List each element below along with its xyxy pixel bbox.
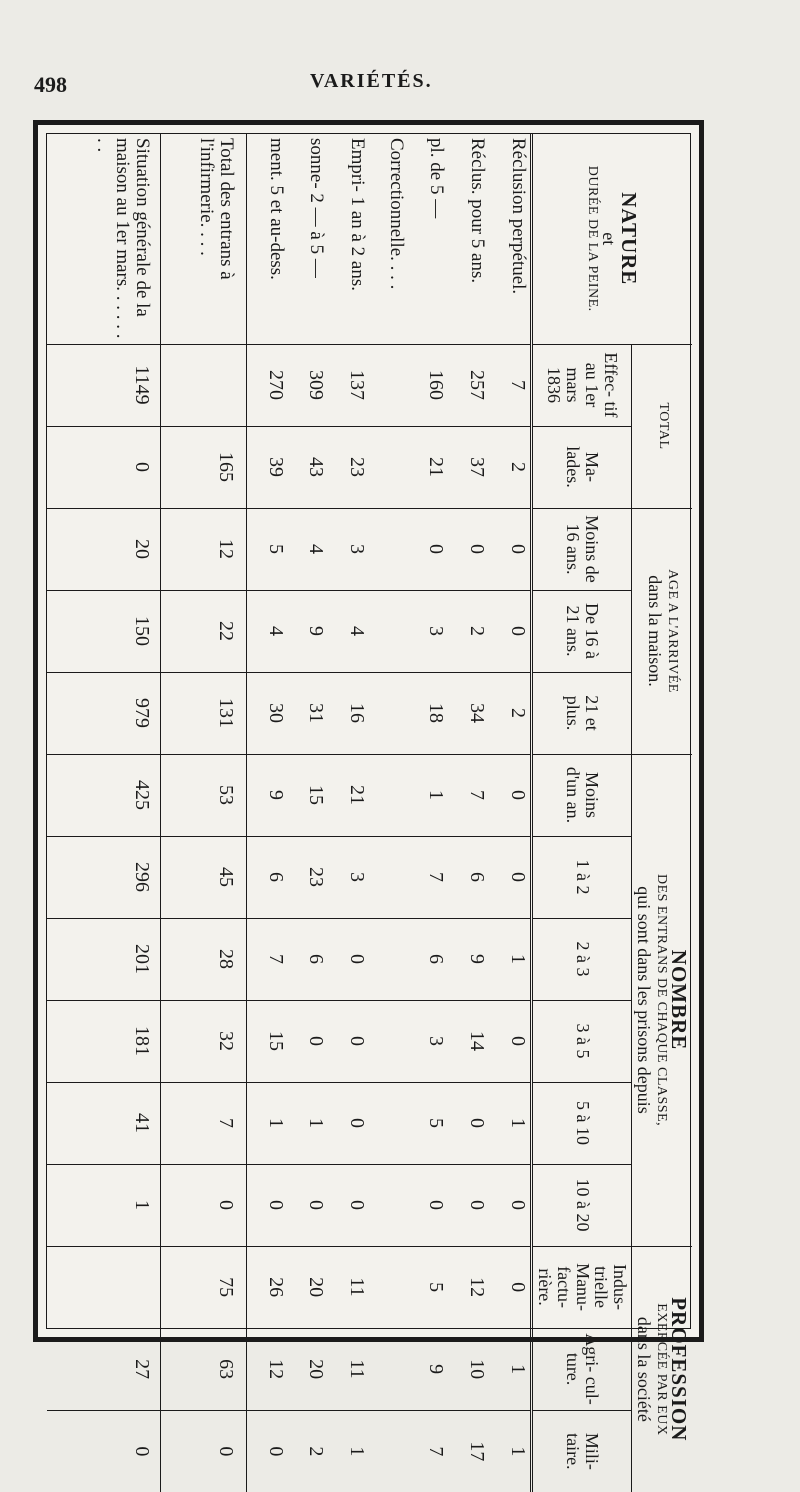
header-age: AGE A L'ARRIVÉE dans la maison.	[632, 508, 692, 754]
row-label: ment. 5 et au-dess.	[247, 134, 288, 344]
row-label: pl. de 5 —	[408, 134, 448, 344]
table-row: Réclusion perpétuel. 7 2 0 0 2 0 0 1 0 1 0 0 1 1	[489, 134, 532, 1492]
header-dur-3-5: 3 à 5	[531, 1000, 631, 1082]
table-row: sonne- 2 — à 5 — 309 43 4 9 31 15 23 6 0 1 0 20 20 2	[288, 134, 328, 1492]
table-inner-border	[46, 133, 691, 1470]
row-label: Correctionnelle. . . .	[369, 134, 408, 344]
header-dur-2-3: 2 à 3	[531, 918, 631, 1000]
header-dur-10-20: 10 à 20	[531, 1164, 631, 1246]
header-nombre: NOMBRE DES ENTRANS DE CHAQUE CLASSE, qui sont dans les prisons depuis	[632, 754, 692, 1246]
header-total: TOTAL	[632, 344, 692, 508]
header-prof-industrielle: Indus- trielle Manu- factu- rière.	[531, 1246, 631, 1328]
table-row: Réclus. pour 5 ans. 257 37 0 2 34 7 6 9 14 0 0 12 10 17	[448, 134, 488, 1492]
row-label: sonne- 2 — à 5 —	[288, 134, 328, 344]
row-label: Réclus. pour 5 ans.	[448, 134, 488, 344]
table-row-situation: Situation générale de la maison au 1er mars. . . . . . . . 1149 0 20 150 979 425 296 201 181 41 1 27 0	[47, 134, 161, 1492]
page-number: 498	[34, 72, 67, 97]
header-nature: NATURE et DURÉE DE LA PEINE.	[531, 134, 692, 344]
header-age-moins16: Moins de 16 ans.	[531, 508, 631, 590]
table-row: pl. de 5 — 160 21 0 3 18 1 7 6 3 5 0 5 9 7	[408, 134, 448, 1492]
row-label: Total des entrans à l'infirmerie. . . .	[161, 134, 247, 344]
header-dur-5-10: 5 à 10	[531, 1082, 631, 1164]
row-label: Empri- 1 an à 2 ans.	[328, 134, 368, 344]
rotated-table-wrapper	[47, 134, 692, 1470]
row-label: Situation générale de la maison au 1er mars. . . . . . . .	[47, 134, 161, 344]
header-prof-agriculture: Agri- cul- ture.	[531, 1328, 631, 1410]
running-title: VARIÉTÉS.	[310, 70, 433, 92]
table-row: ment. 5 et au-dess. 270 39 5 4 30 9 6 7 15 1 0 26 12 0	[247, 134, 288, 1492]
header-age-16-21: De 16 à 21 ans.	[531, 590, 631, 672]
table-frame	[33, 120, 704, 1470]
table-row: Empri- 1 an à 2 ans. 137 23 3 4 16 21 3 0 0 0 0 11 11 1	[328, 134, 368, 1492]
row-label: Réclusion perpétuel.	[489, 134, 532, 344]
statistics-table	[47, 134, 692, 1492]
header-profession: PROFESSION EXERCÉE PAR EUX dans la société	[632, 1246, 692, 1492]
header-prof-militaire: Mili- taire.	[531, 1410, 631, 1492]
table-row-total: Total des entrans à l'infirmerie. . . . 165 12 22 131 53 45 28 32 7 0 75 63 0	[161, 134, 247, 1492]
header-effectif: Effec- tif au 1er mars 1836	[531, 344, 631, 426]
header-malades: Ma- lades.	[531, 426, 631, 508]
header-age-21plus: 21 et plus.	[531, 672, 631, 754]
table-row-section	[369, 134, 408, 1492]
header-dur-1-2: 1 à 2	[531, 836, 631, 918]
header-dur-moins1: Moins d'un an.	[531, 754, 631, 836]
